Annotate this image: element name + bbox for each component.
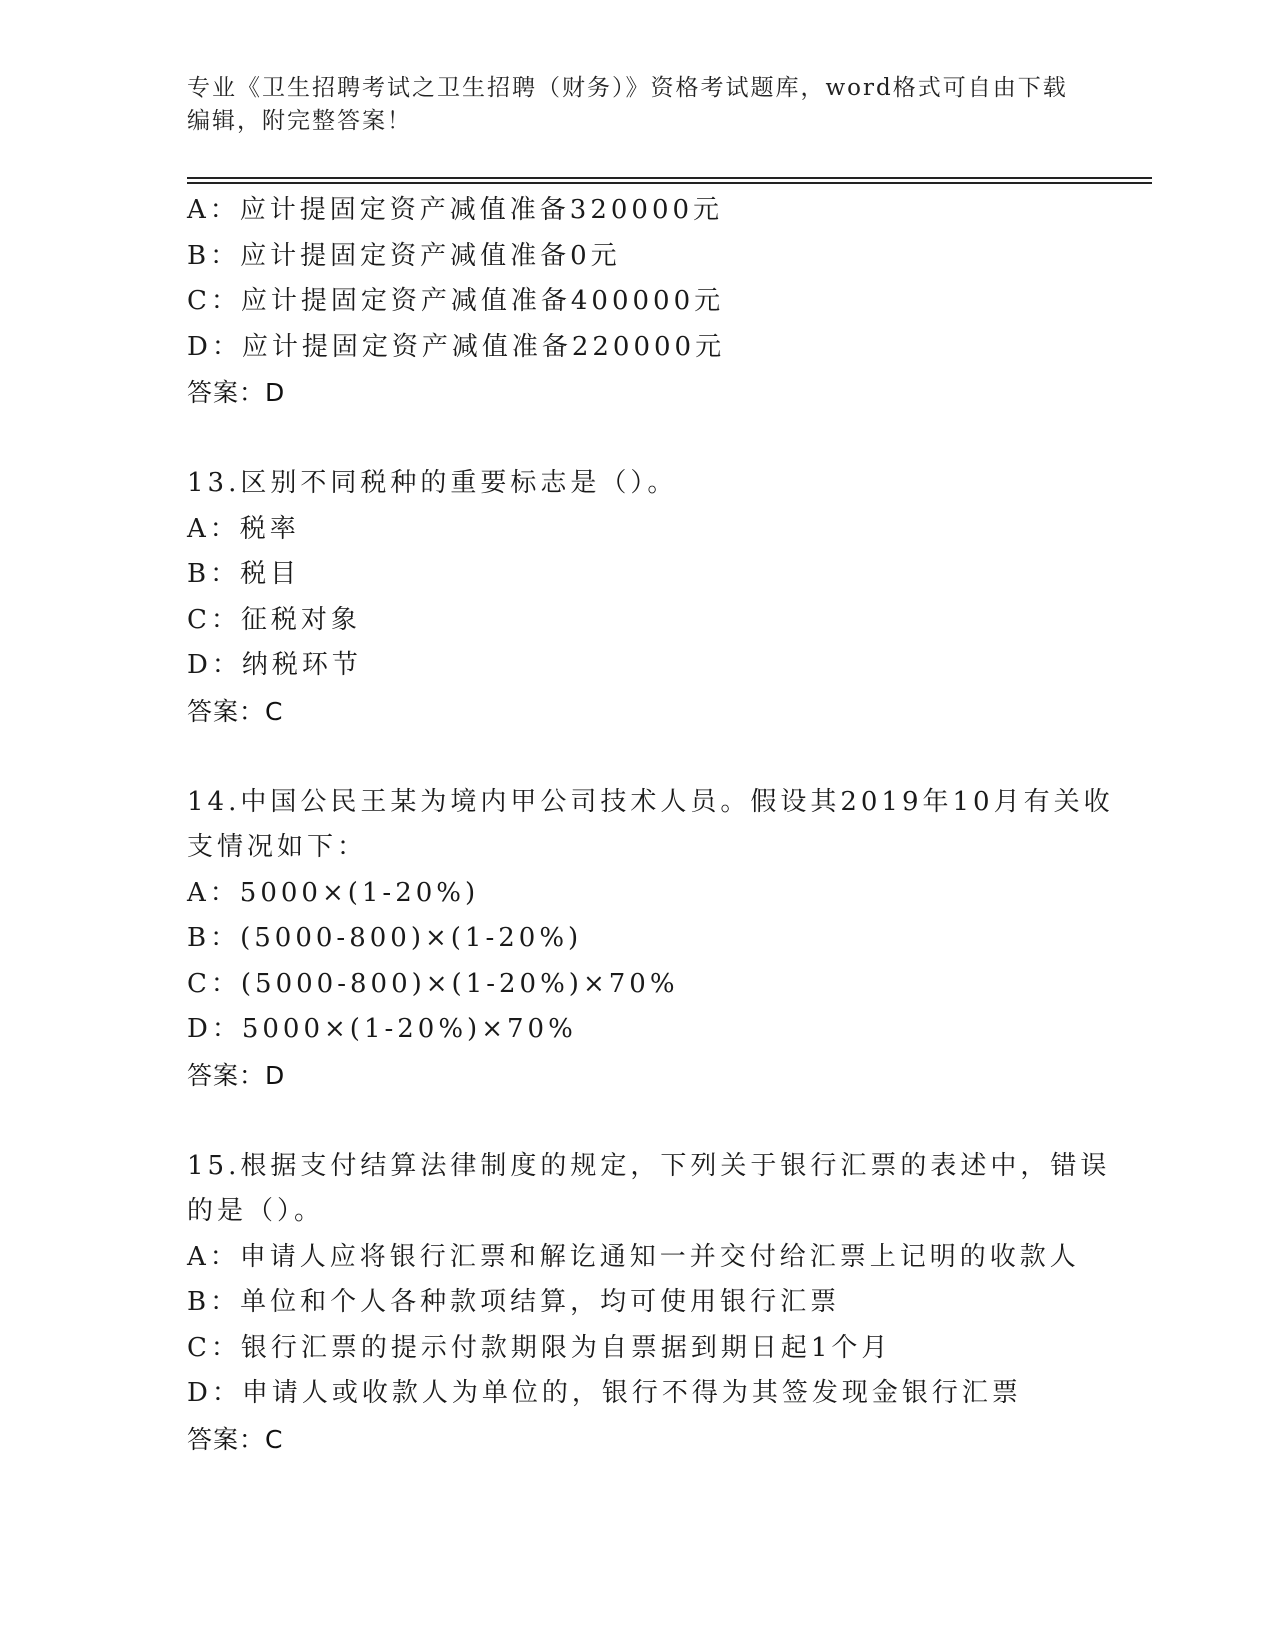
answer-label: 答案：D: [187, 378, 286, 407]
option-b: B：税目: [187, 559, 301, 589]
question-text-line-1: 14.中国公民王某为境内甲公司技术人员。假设其2019年10月有关收: [187, 786, 1114, 817]
option-b: B：应计提固定资产减值准备0元: [187, 240, 621, 271]
document-intro: [187, 72, 1077, 138]
answer-label: 答案：C: [187, 1424, 284, 1454]
option-d: D：申请人或收款人为单位的，银行不得为其签发现金银行汇票: [187, 1378, 1022, 1408]
answer-label: 答案：D: [187, 1060, 286, 1090]
option-c: C：应计提固定资产减值准备400000元: [187, 286, 725, 316]
option-a: A：应计提固定资产减值准备320000元: [187, 195, 724, 225]
option-a: A：5000×(1-20%): [187, 877, 480, 908]
option-a: A：税率: [187, 513, 300, 544]
answer-label: 答案：C: [187, 696, 284, 726]
option-b: B：单位和个人各种款项结算，均可使用银行汇票: [187, 1287, 841, 1317]
option-a: A：申请人应将银行汇票和解讫通知一并交付给汇票上记明的收款人: [187, 1241, 1080, 1272]
question-text-line-1: 15.根据支付结算法律制度的规定，下列关于银行汇票的表述中，错误: [187, 1150, 1111, 1181]
question-text: 13.区别不同税种的重要标志是（）。: [187, 468, 678, 498]
option-c: C：银行汇票的提示付款期限为自票据到期日起1个月: [187, 1332, 892, 1363]
spacer: [187, 734, 1087, 780]
question-text-line-2: 支情况如下：: [187, 832, 368, 862]
question-12: [187, 188, 1087, 416]
question-list: [187, 188, 1114, 1462]
spacer: [187, 416, 1087, 462]
option-d: D：纳税环节: [187, 650, 362, 680]
header-divider-bottom: [187, 182, 1152, 184]
option-b: B：(5000-800)×(1-20%): [187, 923, 583, 953]
option-d: D：应计提固定资产减值准备220000元: [187, 331, 726, 362]
option-d: D：5000×(1-20%)×70%: [187, 1014, 577, 1044]
question-text-line-2: 的是（）。: [187, 1196, 325, 1226]
option-c: C：征税对象: [187, 604, 361, 635]
option-c: C：(5000-800)×(1-20%)×70%: [187, 968, 679, 999]
question-15: [187, 1144, 1111, 1463]
header-divider-top: [187, 177, 1152, 179]
intro-line-1: 专业《卫生招聘考试之卫生招聘（财务）》资格考试题库，word格式可自由下载: [187, 75, 1068, 101]
question-13: [187, 461, 1087, 734]
intro-line-2: 编辑，附完整答案！: [187, 108, 412, 134]
spacer: [187, 1098, 1087, 1144]
question-14: [187, 780, 1114, 1099]
